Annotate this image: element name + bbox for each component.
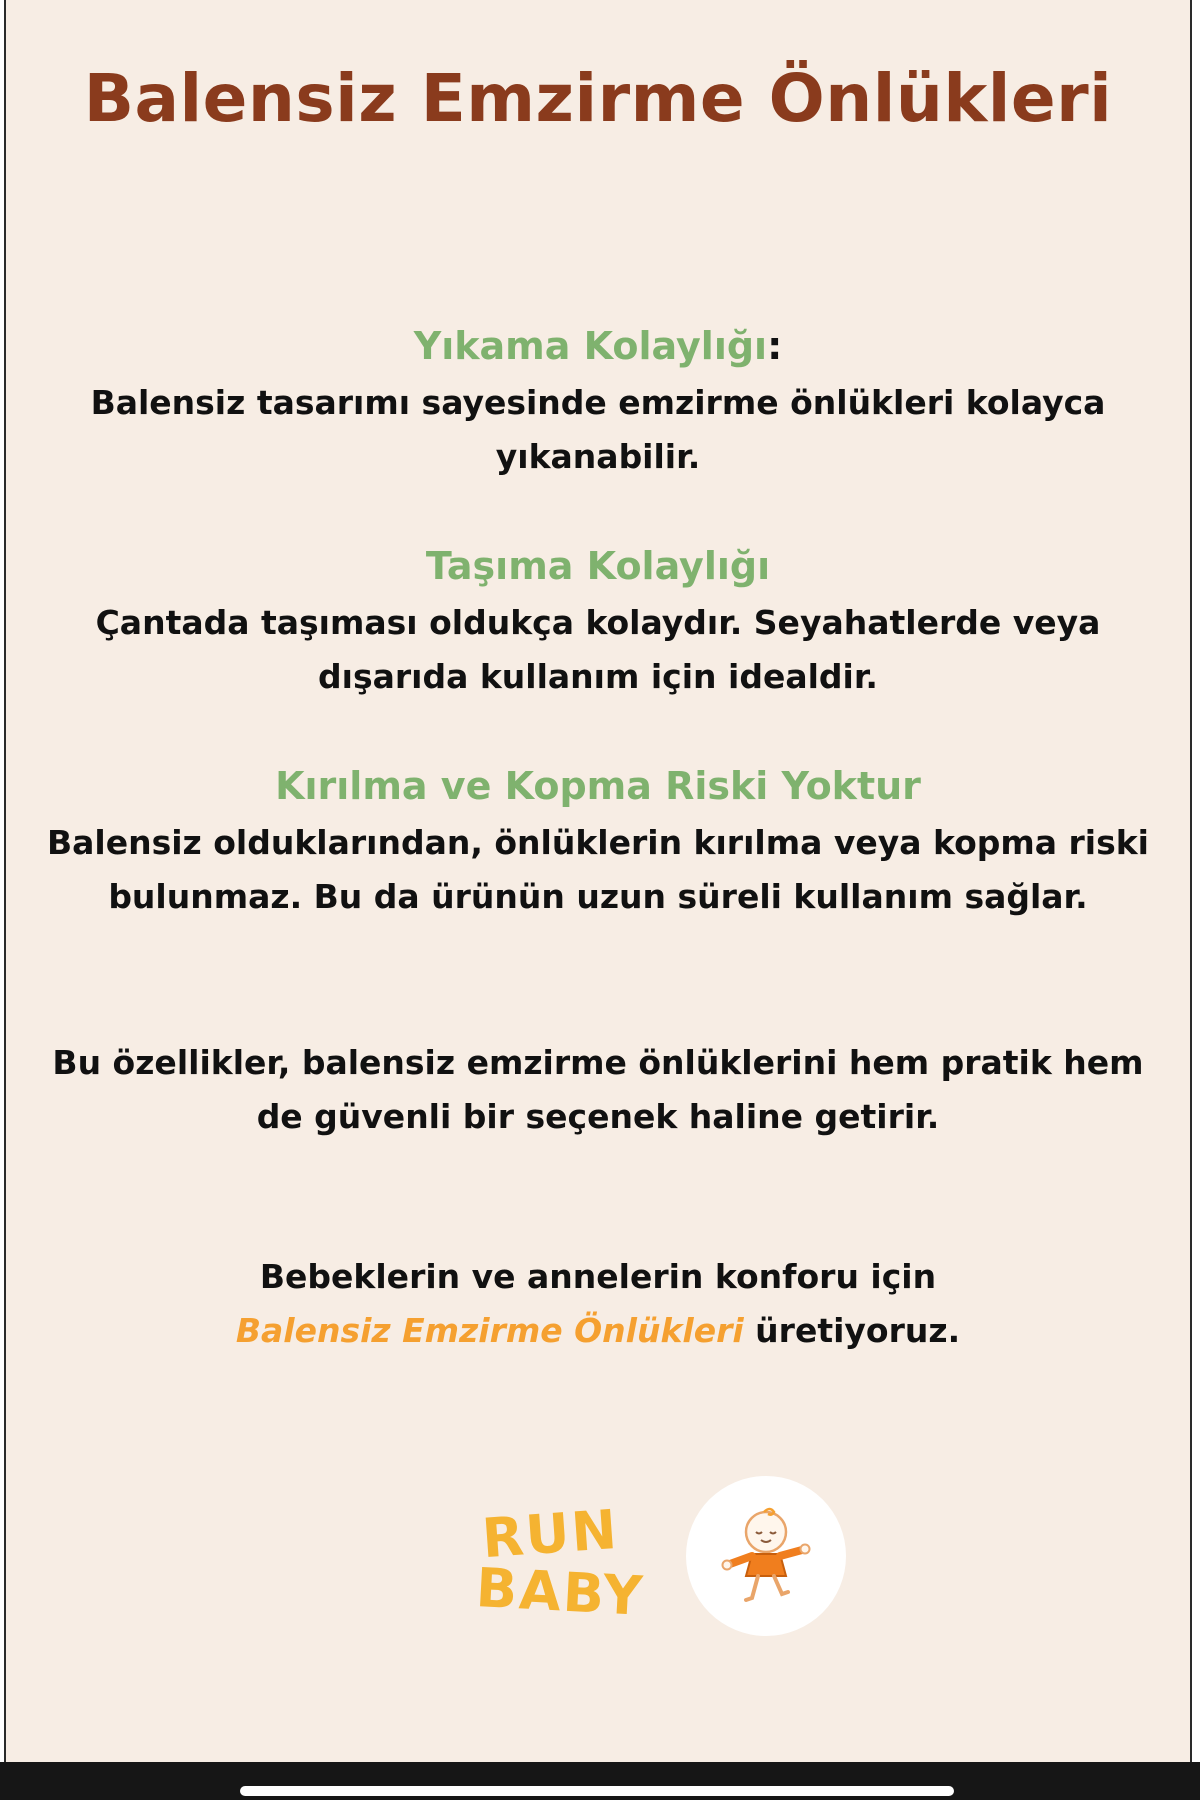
brand-logo bbox=[474, 1497, 646, 1630]
page-title: Balensiz Emzirme Önlükleri bbox=[83, 60, 1113, 137]
closing-line-1: Bebeklerin ve annelerin konforu için bbox=[259, 1257, 937, 1296]
closing-highlight: Balensiz Emzirme Önlükleri bbox=[235, 1311, 744, 1350]
feature-description-line-2: dışarıda kullanım için idealdir. bbox=[318, 657, 878, 696]
baby-mascot-icon bbox=[716, 1502, 816, 1612]
feature-title-text: Yıkama Kolaylığı bbox=[413, 324, 768, 368]
poster-image bbox=[6, 0, 1190, 1762]
home-indicator[interactable] bbox=[240, 1786, 954, 1796]
feature-washing bbox=[36, 320, 1160, 484]
feature-carrying bbox=[36, 540, 1160, 704]
closing-line-2-rest: üretiyoruz. bbox=[743, 1311, 961, 1350]
summary-line-2: de güvenli bir seçenek haline getirir. bbox=[256, 1097, 940, 1136]
brand-logo-word-1: RUN bbox=[479, 1497, 621, 1571]
summary-line-1: Bu özellikler, balensiz emzirme önlüklerini hem pratik hem bbox=[52, 1043, 1144, 1082]
summary-paragraph bbox=[36, 1036, 1160, 1144]
feature-title bbox=[36, 320, 1160, 376]
feature-description-line-1: Balensiz tasarımı sayesinde emzirme önlükleri kolayca bbox=[90, 383, 1106, 422]
feature-description-line-1: Balensiz olduklarından, önlüklerin kırılma veya kopma riski bbox=[47, 823, 1149, 862]
baby-mascot-badge bbox=[686, 1476, 846, 1636]
closing-line-2 bbox=[36, 1304, 1160, 1358]
feature-title-text: Kırılma ve Kopma Riski Yoktur bbox=[275, 764, 921, 808]
feature-title-text: Taşıma Kolaylığı bbox=[425, 544, 771, 588]
feature-durability bbox=[36, 760, 1160, 924]
feature-description-line-1: Çantada taşıması oldukça kolaydır. Seyahatlerde veya bbox=[95, 603, 1101, 642]
feature-title-colon: : bbox=[767, 324, 783, 368]
brand-logo-word-2: BABY bbox=[474, 1556, 646, 1628]
feature-title bbox=[36, 760, 1160, 816]
closing-statement bbox=[36, 1250, 1160, 1358]
feature-title bbox=[36, 540, 1160, 596]
feature-description-line-2: yıkanabilir. bbox=[495, 437, 701, 476]
feature-description-line-2: bulunmaz. Bu da ürünün uzun süreli kullanım sağlar. bbox=[108, 877, 1088, 916]
frame-border-right bbox=[1190, 0, 1192, 1762]
